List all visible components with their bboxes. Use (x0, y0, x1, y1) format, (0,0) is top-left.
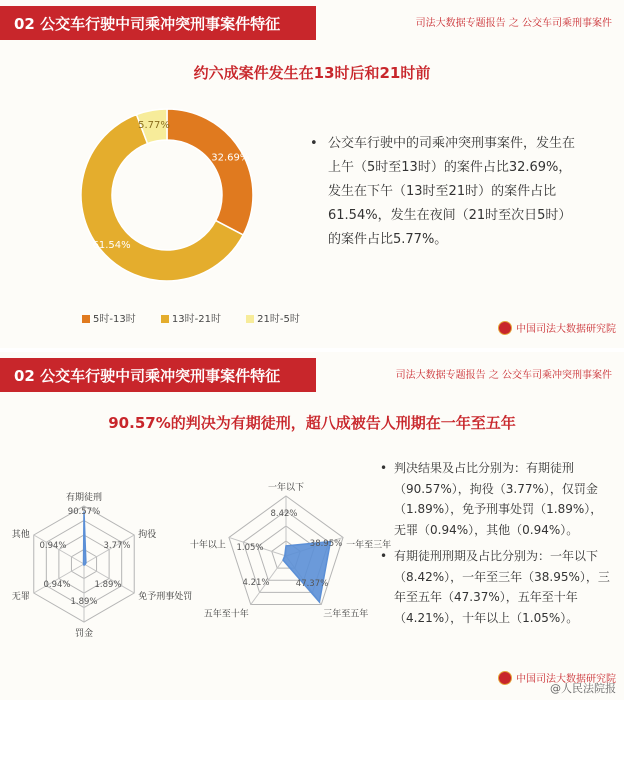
report-title: 司法大数据专题报告 之 公交车司乘刑事案件 (415, 18, 612, 29)
term-radar-value-label-1: 38.95% (309, 539, 343, 549)
chart-title: 约六成案件发生在13时后和21时前 (193, 64, 431, 82)
verdict-radar-value-label-5: 0.94% (39, 541, 67, 551)
term-radar-value-label-0: 8.42% (270, 509, 298, 519)
panel-time-distribution (0, 0, 624, 348)
verdict-radar-value-label-2: 1.89% (94, 580, 122, 590)
verdict-radar-category-label-0: 有期徒刑 (65, 493, 103, 503)
term-radar-category-label-0: 一年以下 (267, 483, 305, 493)
verdict-radar-category-label-3: 罚金 (74, 629, 94, 639)
term-radar-category-label-2: 三年至五年 (323, 609, 369, 620)
term-radar-value-label-2: 47.37% (295, 579, 329, 589)
section-title: 02 公交车行驶中司乘冲突刑事案件特征 (14, 367, 281, 385)
term-radar-data-area (283, 542, 330, 602)
term-radar-category-label-3: 五年至十年 (203, 609, 249, 620)
term-radar-value-label-4: 1.05% (236, 543, 264, 553)
institute-logo: 中国司法大数据研究院 (498, 670, 616, 685)
bullet-marker: • (310, 136, 318, 151)
term-radar-category-label-4: 十年以上 (189, 540, 226, 551)
section-title: 02 公交车行驶中司乘冲突刑事案件特征 (14, 15, 281, 33)
donut-value-label-0: 32.69% (211, 152, 250, 164)
verdict-radar-category-label-4: 无罪 (11, 592, 30, 602)
chart-title: 90.57%的判决为有期徒刑，超八成被告人刑期在一年至五年 (108, 414, 516, 432)
verdict-bullet: • 判决结果及占比分别为：有期徒刑（90.57%），拘役（3.77%），仅罚金（1.89%），免予刑事处罚（1.89%），无罪（0.94%），其他（0.94%）。 (380, 458, 610, 540)
prison-term-text: 有期徒刑刑期及占比分别为：一年以下（8.42%），一年至三年（38.95%），三年至五年（47.37%），五年至十年（4.21%），十年以上（1.05%）。 (394, 549, 610, 625)
panel-verdict-distribution (0, 352, 624, 700)
verdict-radar-value-label-0: 90.57% (67, 507, 101, 517)
verdict-radar-value-label-1: 3.77% (103, 541, 131, 551)
verdict-radar-category-label-2: 免予刑事处罚 (138, 592, 193, 602)
legend-item-morning: 5时-13时 (82, 314, 136, 325)
verdict-radar-category-label-5: 其他 (11, 530, 30, 540)
donut-legend (82, 310, 322, 325)
verdict-radar-value-label-3: 1.89% (70, 597, 98, 607)
watermark: @人民法院报 (550, 682, 616, 695)
donut-slice-0 (167, 109, 253, 235)
legend-item-afternoon: 13时-21时 (161, 314, 221, 325)
court-emblem-icon (498, 671, 512, 685)
donut-value-label-2: 5.77% (138, 120, 170, 132)
donut-value-label-1: 61.54% (92, 240, 131, 252)
legend-item-night: 21时-5时 (246, 314, 300, 325)
verdict-radar-category-label-1: 拘役 (138, 530, 157, 540)
term-radar-category-label-1: 一年至三年 (346, 540, 392, 551)
verdict-radar-value-label-4: 0.94% (43, 580, 71, 590)
time-distribution-description: 公交车行驶中的司乘冲突刑事案件，发生在上午（5时至13时）的案件占比32.69%，发生在下午（13时至21时）的案件占比61.54%，发生在夜间（21时至次日5时）的案件占比5.77%。 (328, 136, 576, 247)
section-header (0, 358, 316, 392)
institute-logo: 中国司法大数据研究院 (498, 320, 616, 335)
report-title: 司法大数据专题报告 之 公交车司乘冲突刑事案件 (395, 370, 612, 381)
radar-charts (0, 462, 392, 762)
verdict-radar-data-area (84, 511, 86, 565)
court-emblem-icon (498, 321, 512, 335)
term-bullet: • 有期徒刑刑期及占比分别为：一年以下（8.42%），一年至三年（38.95%），三年至五年（47.37%），五年至十年（4.21%），十年以上（1.05%）。 (380, 546, 610, 628)
verdict-result-text: 判决结果及占比分别为：有期徒刑（90.57%），拘役（3.77%），仅罚金（1.89%），免予刑事处罚（1.89%），无罪（0.94%），其他（0.94%）。 (394, 461, 603, 537)
term-radar-value-label-3: 4.21% (242, 578, 270, 588)
verdict-description (380, 458, 610, 628)
